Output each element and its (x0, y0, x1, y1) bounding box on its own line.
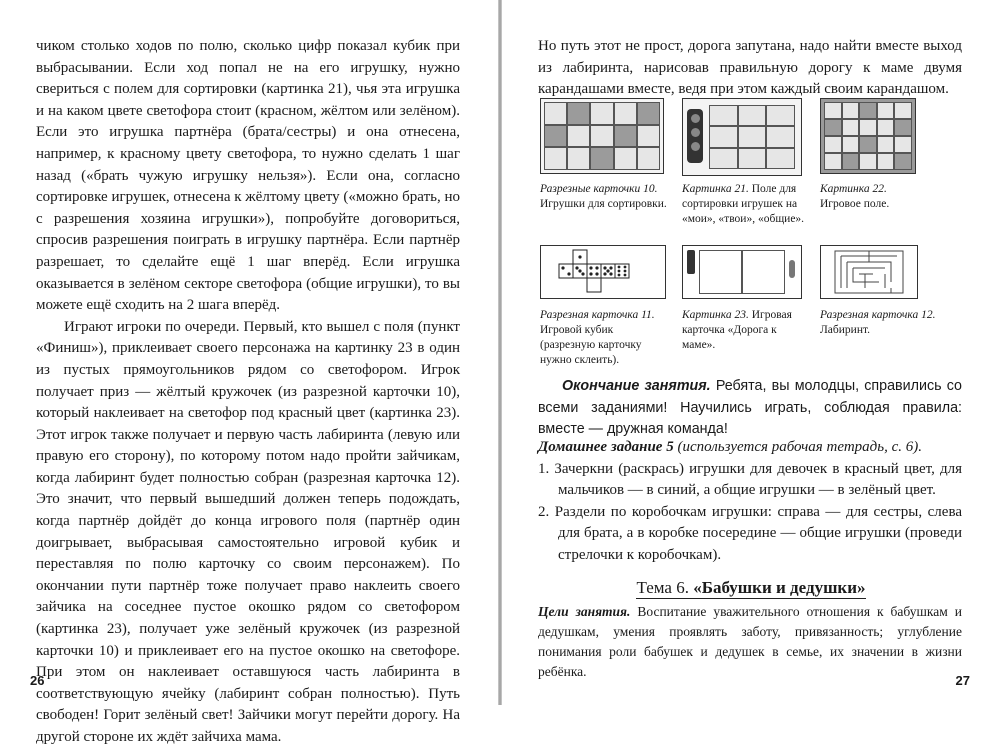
left-paragraph-1: чиком столько ходов по полю, сколько цифр показал кубик при выбрасывании. Если ход попал не на его игрушку, нужно свериться с полем для сортировки (картинка 21), чья эта игрушка и на каком цвете светофора стоит (красном, жёлтом или зелёном). Если это игрушка партнёра (брата/сестры) и она отнесена, например, к красному цвету светофора, то нужно сделать 1 шаг назад («брать чужую игрушку нельзя»). Если она, согласно сортировке игрушек, отнесена к жёлтому цвету («можно брать, но с разрешения хозяина игрушки»), попробуйте договориться, спросив разрешения поиграть в игрушку партнёра. Если партнёр разрешает, то сделайте ещё 1 шаг вперёд. Если игрушка оказывается в зелёном секторе светофора (общие игрушки), то вы можете ещё сходить на 2 шага вперёд. (36, 38, 460, 314)
left-paragraph-2: Играют игроки по очереди. Первый, кто вышел с поля (пункт «Финиш»), приклеивает своего персонажа на картинку 23 в один из пустых прямоугольников рядом со светофором. Игрок получает приз — жёлтый кружочек (из разрезной карточки 10), который наклеивает на светофор под красный цвет (картинка 23). Этот игрок также получает и первую часть лабиринта (левую или правую его сторону), по которому потом надо пройти зайчикам, когда лабиринт будет полностью собран (разрезная карточка 12). Это значит, что первый вышедший должен теперь подождать, когда партнёр дойдёт до конца игрового поля (партнёр один доигрывает, выбрасывая самостоятельно игровой кубик и переставляя по полю карточку со своим персонажем). По окончании пути партнёр тоже получает право наклеить своего зайчика на соседнее пустое окошко рядом со светофором (картинка 23), получает уже зелёный кружочек (из разрезной карточки 10) и приклеивает его на пустое окошко на светофоре. При этом он наклеивает оставшуюся часть лабиринта в соответствующую ячейку (лабиринт собран полностью). Путь свободен! Горит зелёный свет! Зайчики могут перейти дорогу. На другой стороне их ждёт зайчиха мама. (36, 318, 460, 745)
traffic-light-icon (687, 109, 703, 163)
left-text-column (36, 36, 460, 749)
section-title (502, 578, 1000, 598)
section-title-prefix: Тема 6. (636, 578, 689, 597)
page-number-left: 26 (30, 673, 45, 688)
homework-heading: Домашнее задание 5 (используется рабочая тетрадь, с. 6). (538, 439, 922, 455)
figure-toy-cards (540, 98, 664, 174)
lesson-ending (538, 376, 962, 441)
homework-block (538, 437, 962, 567)
homework-item-2: 2. Раздели по коробочкам игрушки: справа — для сестры, слева для брата, а в коробке посередине — общие игрушки (проведи стрелочки к коробочкам). (538, 503, 962, 563)
right-page (502, 0, 1000, 705)
labyrinth-icon (821, 246, 917, 298)
caption-picture-23: Картинка 23. Игровая карточка «Дорога к маме». (682, 309, 792, 351)
goals-label: Цели занятия. (538, 604, 631, 619)
right-intro (538, 36, 962, 101)
ending-text: Ребята, вы молодцы, справились со всеми заданиями! Научились играть, соблюдая правила: вместе — дружная команда! (538, 378, 962, 437)
caption-picture-21: Картинка 21. Поле для сортировки игрушек на «мои», «твои», «общие». (682, 183, 805, 225)
figure-road-to-mom (682, 245, 802, 299)
homework-item-1: 1. Зачеркни (раскрась) игрушки для девочек в красный цвет, для мальчиков — в синий, а общие игрушки — в зелёный цвет. (538, 460, 962, 499)
lesson-goals (538, 602, 962, 682)
goals-text: Воспитание уважительного отношения к бабушкам и дедушкам, умения проявлять заботу, привязанность; углубление понимания роли бабушек и дедушек в семье, их значении в жизни ребёнка. (538, 604, 962, 679)
dice-net-icon (541, 246, 665, 298)
intro-paragraph: Но путь этот не прост, дорога запутана, надо найти вместе выход из лабиринта, нарисовав правильную дорогу к маме двумя карандашами вместе, ведя при этом каждый своим карандашом. (538, 38, 962, 98)
caption-card-10: Разрезные карточки 10. Игрушки для сортировки. (540, 183, 667, 210)
figure-dice-net (540, 245, 666, 299)
caption-picture-22: Картинка 22. Игровое поле. (820, 183, 890, 210)
left-page (0, 0, 498, 745)
figure-sorting-field (682, 98, 802, 176)
section-title-name: «Бабушки и дедушки» (693, 578, 866, 597)
figure-labyrinth (820, 245, 918, 299)
figure-game-field (820, 98, 916, 174)
page-number-right: 27 (955, 673, 970, 688)
caption-card-11: Разрезная карточка 11. Игровой кубик (разрезную карточку нужно склеить). (540, 309, 655, 366)
ending-label: Окончание занятия. (562, 378, 711, 394)
caption-card-12: Разрезная карточка 12. Лабиринт. (820, 309, 936, 336)
